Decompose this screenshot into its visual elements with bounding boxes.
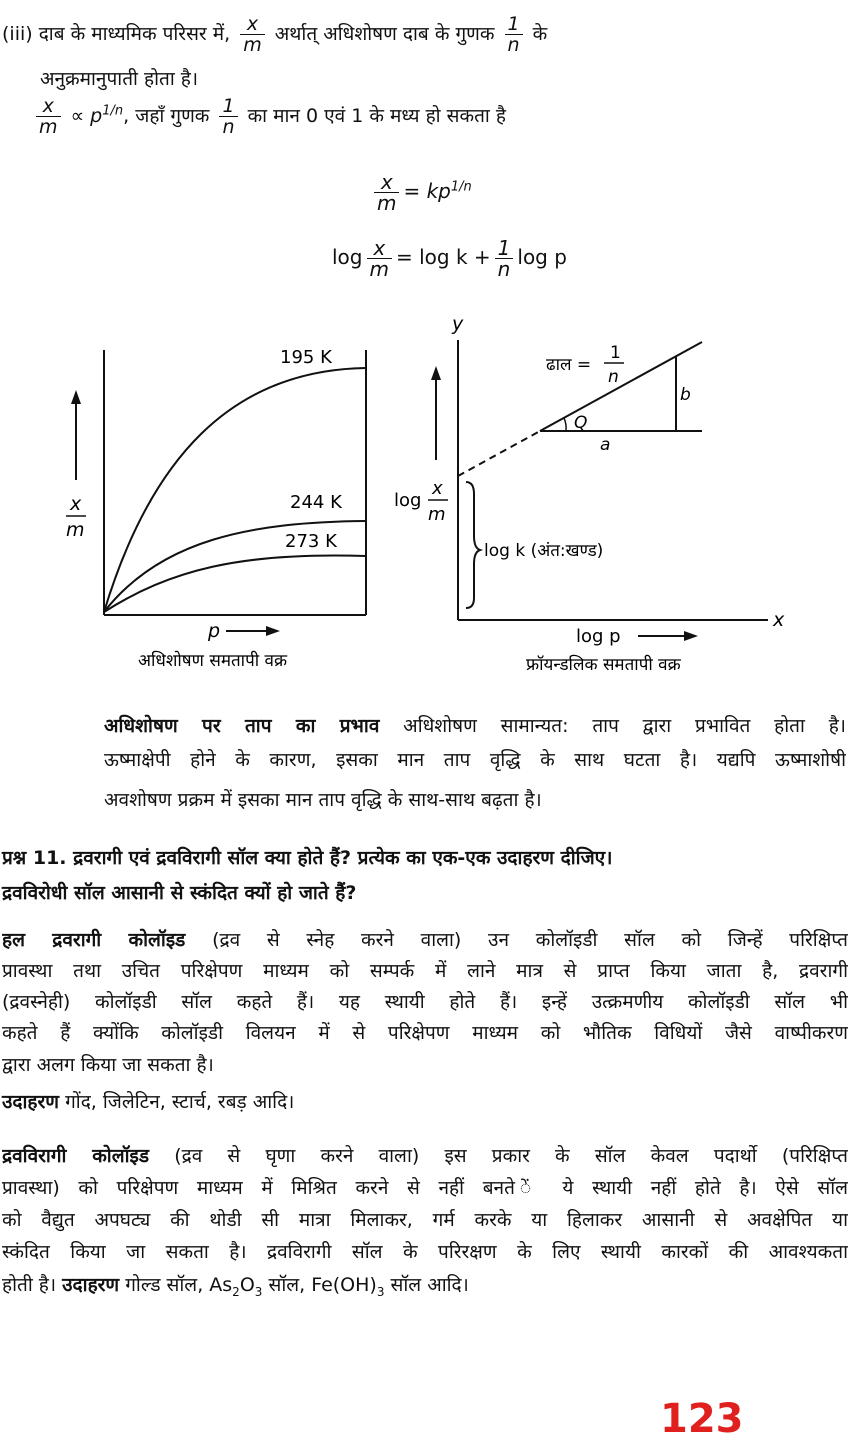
answer2-example-text-2: सॉल, Fe(OH) xyxy=(268,1274,377,1296)
right-caption: फ्रॉयन्डलिक समतापी वक्र xyxy=(526,655,681,675)
adsorption-isotherm-figure xyxy=(0,310,420,690)
answer1-line-5: द्वारा अलग किया जा सकता है। xyxy=(2,1054,214,1076)
intercept-brace xyxy=(466,482,480,608)
eq2-rhs: = log k + xyxy=(395,245,491,269)
left-caption: अधिशोषण समतापी वक्र xyxy=(138,651,288,671)
page-number: 123 xyxy=(660,1396,744,1442)
right-ylabel-x: x xyxy=(432,478,443,499)
subscript-3: 3 xyxy=(254,1284,263,1299)
slope-num: 1 xyxy=(610,343,621,363)
answer2-example-text-3: सॉल आदि। xyxy=(390,1274,469,1296)
eq2-lhs: log xyxy=(332,245,363,269)
label-244k: 244 K xyxy=(290,492,342,513)
freundlich-isotherm-figure xyxy=(380,310,850,690)
question-line-2: द्रवविरोधी सॉल आसानी से स्कंदित क्यों हो जाते हैं? xyxy=(2,882,357,904)
answer2-line-5 xyxy=(2,1272,469,1305)
answer1-example-text: गोंद, जिलेटिन, स्टार्च, रबड़ आदि। xyxy=(65,1091,295,1113)
oxygen-symbol: O xyxy=(239,1274,255,1296)
left-ylabel-m: m xyxy=(66,519,85,541)
eq2-fraction-x-m: $\frac{x}{m}$ xyxy=(367,238,392,279)
right-y-label: y xyxy=(452,313,464,335)
proportional-line: अनुक्रमानुपाती होता है। xyxy=(40,68,199,90)
side-a-label: a xyxy=(600,435,611,455)
answer2-line-1 xyxy=(2,1140,848,1172)
eq1-fraction: $\frac{x}{m}$ xyxy=(374,172,399,213)
exponent: 1/n xyxy=(102,103,124,119)
temp-effect-line-2: ऊष्माक्षेपी होने के कारण, इसका मान ताप वृद्धि के साथ घटता है। यद्यपि ऊष्माशोषी xyxy=(104,749,846,771)
left-y-arrowhead xyxy=(71,390,81,404)
curve-195k xyxy=(104,368,366,612)
coefficient-text: , जहाँ गुणक xyxy=(123,105,210,127)
right-y-arrowhead xyxy=(431,366,441,380)
subscript-2: 2 xyxy=(232,1284,240,1299)
equation-1 xyxy=(370,172,472,213)
fraction-x-over-m: $\frac{x}{m}$ xyxy=(240,14,265,55)
answer1-line-1 xyxy=(2,924,848,956)
left-xlabel-p: p xyxy=(208,620,221,642)
right-x-arrowhead xyxy=(684,631,698,641)
temp-effect-line-1 xyxy=(104,710,846,742)
slope-label: ढाल = xyxy=(546,355,592,375)
eq1-rhs: = kp xyxy=(403,179,451,203)
intercept-label: log k (अंत:खण्ड) xyxy=(484,541,604,561)
answer1-line-2: प्रावस्था तथा उचित परिक्षेपण माध्यम को सम्पर्क में लाने मात्र से प्राप्त किया जाता है, द्रवरागी xyxy=(2,960,848,982)
label-195k: 195 K xyxy=(280,347,332,368)
eq1-exp: 1/n xyxy=(450,179,472,195)
answer1-text-1: (द्रव से स्नेह करने वाला) उन कोलॉइडी सॉल को जिन्हें परिक्षिप्त xyxy=(212,929,848,951)
question-text-1: द्रवरागी एवं द्रवविरागी सॉल क्या होते हैं? प्रत्येक का एक-एक उदाहरण दीजिए। xyxy=(73,847,613,869)
label-273k: 273 K xyxy=(285,531,337,552)
temp-effect-text-1: अधिशोषण सामान्यत: ताप द्वारा प्रभावित होता है। xyxy=(403,715,846,737)
side-b-label: b xyxy=(680,385,691,405)
subscript-3b: 3 xyxy=(376,1284,385,1299)
answer1-example xyxy=(2,1089,294,1115)
eq2-fraction-1-n: $\frac{1}{n}$ xyxy=(495,238,514,279)
answer1-line-4: कहते हैं क्योंकि कोलॉइडी विलयन में से परिक्षेपण माध्यम को भौतिक विधियों जैसे वाष्पीकरण xyxy=(2,1022,848,1044)
eq2-end: log p xyxy=(517,245,567,269)
answer1-line-3: (द्रवस्नेही) कोलॉइडी सॉल कहते हैं। यह स्थायी होते हैं। इन्हें उत्क्रमणीय कोलॉइडी सॉल भी xyxy=(2,991,848,1013)
equation-2 xyxy=(332,238,567,279)
temp-effect-line-3: अवशोषण प्रक्रम में इसका मान ताप वृद्धि के साथ-साथ बढ़ता है। xyxy=(104,789,542,811)
right-xlabel: log p xyxy=(576,626,621,647)
answer2-text-1: (द्रव से घृणा करने वाला) इस प्रकार के सॉल केवल पदार्थो (परिक्षिप्त xyxy=(174,1145,848,1167)
slope-den: n xyxy=(608,367,619,387)
right-ylabel-log: log xyxy=(394,490,422,511)
answer2-example-label: उदाहरण xyxy=(62,1274,120,1296)
right-ylabel-m: m xyxy=(428,504,446,525)
point-iii-prefix: (iii) दाब के माध्यमिक परिसर में, xyxy=(2,23,231,45)
fraction-1-over-n-2: $\frac{1}{n}$ xyxy=(219,96,237,137)
proportional-formula: ∝ p xyxy=(70,105,103,127)
left-x-arrowhead xyxy=(266,626,280,636)
angle-arc xyxy=(564,418,566,431)
question-line-1 xyxy=(2,845,612,871)
answer2-heading: द्रवविरागी कोलॉइड xyxy=(2,1145,150,1167)
answer2-line-2: प्रावस्था) को परिक्षेपण माध्यम में मिश्रित करने से नहीं बनते ें ये स्थायी नहीं होते है। ऐसे सॉल xyxy=(2,1177,848,1199)
curve-273k xyxy=(104,555,366,612)
answer2-line-4: स्कंदित किया जा सकता है। द्रवविरागी सॉल के परिरक्षण के लिए स्थायी कारकों की आवश्यकता xyxy=(2,1241,848,1263)
range-text: का मान 0 एवं 1 के मध्य हो सकता है xyxy=(247,105,506,127)
answer1-heading: हल द्रवरागी कोलॉइड xyxy=(2,929,186,951)
point-iii-mid: अर्थात् अधिशोषण दाब के गुणक xyxy=(274,23,495,45)
answer2-example-text-1: गोल्ड सॉल, As xyxy=(125,1274,233,1296)
fraction-1-over-n: $\frac{1}{n}$ xyxy=(505,14,523,55)
point-iii-line xyxy=(2,14,547,55)
answer1-example-label: उदाहरण xyxy=(2,1091,60,1113)
question-label: प्रश्न 11. xyxy=(2,847,67,869)
right-x-label: x xyxy=(773,609,785,631)
point-iii-end: के xyxy=(532,23,548,45)
freundlich-relation-line xyxy=(32,96,506,137)
temp-effect-heading: अधिशोषण पर ताप का प्रभाव xyxy=(104,715,380,737)
fraction-x-over-m-2: $\frac{x}{m}$ xyxy=(36,96,61,137)
left-ylabel-x: x xyxy=(70,493,82,515)
answer2-line-3: को वैद्युत अपघट्य की थोडी सी मात्रा मिलाकर, गर्म करके या हिलाकर आसानी से अवक्षेपित या xyxy=(2,1209,848,1231)
extrapolated-line xyxy=(458,431,540,476)
answer2-text-5: होती है। xyxy=(2,1274,57,1296)
angle-label: Q xyxy=(574,413,588,433)
